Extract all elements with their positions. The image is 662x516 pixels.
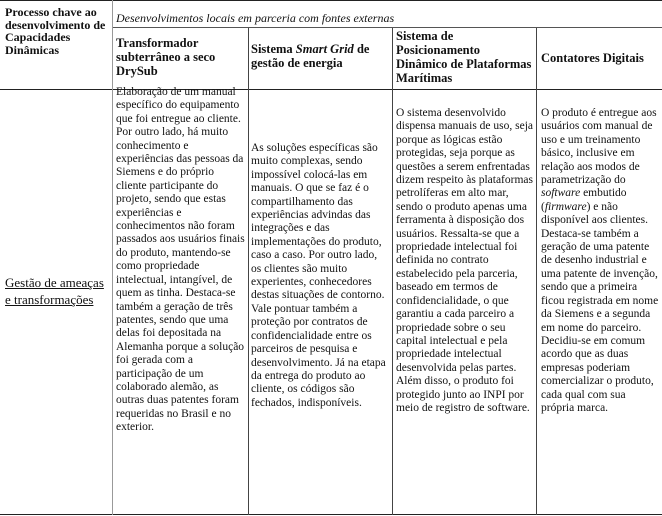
spanning-header: Desenvolvimentos locais em parceria com fontes externas	[116, 11, 395, 25]
table-top-rule	[0, 0, 662, 1]
cell-contactors: O produto é entregue aos usuários com manual de uso e um treinamento básico, inclusive em relação aos modos de parametrização do software embutido (firmware) e não disponível aos clientes. Destaca-se também a geração de uma patente de desenho industrial e uma patente de invenção, sendo que a primeira ficou registrada em nome da Siemens e a segunda em nome do parceiro. Decidiu-se em comum acordo que as duas empresas poderiam comercializar o produto, cada qual com sua própria marca.	[541, 107, 659, 414]
column-header-contactors: Contatores Digitais	[541, 51, 644, 65]
span-header-rule	[113, 27, 662, 28]
table-bottom-rule	[0, 514, 662, 515]
column-divider	[248, 28, 249, 515]
column-divider	[112, 0, 113, 515]
column-divider	[392, 28, 393, 515]
header-bottom-rule	[0, 89, 662, 90]
column-header-drysub: Transformador subterrâneo a seco DrySub	[116, 36, 216, 78]
cell-smart-grid: As soluções específicas são muito complexas, sendo impossível colocá-las em manuais. O que se faz é o compartilhamento das experiências advindas das integrações e das implementações do produto, caso a caso. Por outro lado, os clientes são muito experientes, conhecedores destas situações de contorno. Vale pontuar também a proteção por contratos de confidencialidade entre os parceiros de pesquisa e desenvolvimento. Já na etapa da entrega do produto ao cliente, os códigos são fechados, indisponíveis.	[251, 142, 386, 409]
column-header-positioning: Sistema de Posicionamento Dinâmico de Plataformas Marítimas	[396, 29, 532, 85]
key-process-header: Processo chave ao desenvolvimento de Capacidades Dinâmicas	[5, 5, 106, 57]
column-divider	[536, 28, 537, 515]
row-label: Gestão de ameaças e transformações	[5, 275, 104, 307]
column-header-smart-grid: Sistema Smart Grid de gestão de energia	[251, 42, 370, 70]
cell-drysub: Elaboração de um manual específico do equipamento que foi entregue ao cliente. Por outro lado, há muito conhecimento e experiências das pessoas da Siemens e do próprio cliente participante do projeto, sendo que estas experiências e conhecimentos não foram passados aos usuários finais do produto, mantendo-se como propriedade intelectual, intangível, de quem as tinha. Destaca-se também a geração de três patentes, sendo que uma delas foi depositada na Alemanha porque a solução foi gerada com a participação de um colaborado alemão, as outras duas patentes foram requeridas no Brasil e no exterior.	[116, 86, 245, 434]
cell-positioning: O sistema desenvolvido dispensa manuais de uso, seja porque as lógicas estão protegidas, seja porque as questões a serem enfrentadas dizem respeito às plataformas petrolíferas em alto mar, sendo o produto apenas uma ferramenta à disposição dos usuários. Ressalta-se que a propriedade intelectual foi definida no contrato estabelecido pela parceria, baseado em termos de confidencialidade, o que garantiu a cada parceiro a propriedade sobre o seu capital intelectual e pela propriedade intelectual desenvolvida pelas partes. Além disso, o produto foi protegido junto ao INPI por meio de registro de software.	[396, 107, 534, 414]
